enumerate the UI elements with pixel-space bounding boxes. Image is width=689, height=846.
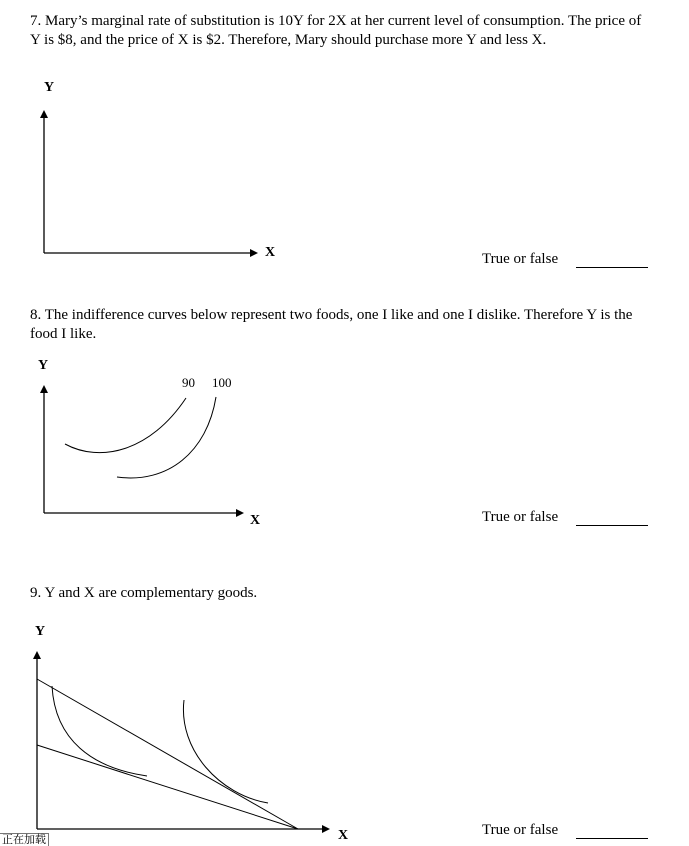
q8-curve-label-90: 90 — [182, 375, 195, 390]
q7-graph — [44, 114, 254, 253]
q8-indifference-curve-100 — [117, 397, 216, 478]
q9-indifference-curve-low — [52, 686, 147, 776]
q7-x-axis-label: X — [265, 245, 276, 260]
question-8-text: 8. The indifference curves below represent two foods, one I like and one I dislike. Therefore Y is the food I like. — [30, 307, 633, 342]
loading-status-badge: 正在加载 — [0, 833, 49, 846]
q8-graph — [44, 389, 240, 513]
q9-true-false-prompt: True or false — [482, 822, 559, 838]
q8-indifference-curve-90 — [65, 398, 186, 453]
q9-graph — [37, 655, 326, 829]
q9-x-axis-label: X — [338, 828, 349, 843]
q8-curve-label-100: 100 — [212, 375, 232, 390]
q9-budget-line-steep — [37, 679, 298, 829]
q8-x-axis-label: X — [250, 513, 261, 528]
question-7-text: 7. Mary’s marginal rate of substitution is 10Y for 2X at her current level of consumption. The price of Y is $8, and the price of X is $2. Therefore, Mary should purchase more Y and less X. — [30, 13, 642, 48]
question-9-text: 9. Y and X are complementary goods. — [30, 585, 258, 601]
q9-budget-line-flat — [37, 745, 298, 829]
q9-y-axis-label: Y — [35, 624, 46, 639]
q8-true-false-prompt: True or false — [482, 509, 559, 525]
q7-true-false-prompt: True or false — [482, 251, 559, 267]
q8-y-axis-label: Y — [38, 358, 49, 373]
q7-y-axis-label: Y — [44, 80, 55, 95]
